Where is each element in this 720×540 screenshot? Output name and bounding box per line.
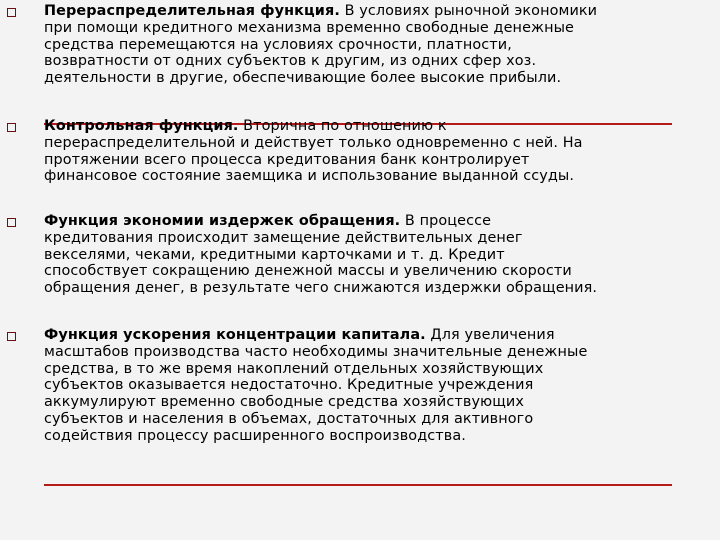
list-item-title: Функция экономии издержек обращения. xyxy=(44,213,401,229)
square-bullet-icon xyxy=(7,332,16,341)
list-item-body: В процессе кредитования происходит замещение действительных денег векселями, чеками, кредитными карточками и т. д. Кредит способствует сокращению денежной массы и увеличению скорости обращения денег, в результате чего снижаются издержки обращения. xyxy=(44,213,598,297)
square-bullet-icon xyxy=(7,8,16,17)
list-item-title: Контрольная функция. xyxy=(44,118,239,134)
list-item-text xyxy=(44,327,604,445)
list-item-title: Функция ускорения концентрации капитала. xyxy=(44,327,426,343)
square-bullet-icon xyxy=(7,123,16,132)
list-item xyxy=(44,3,604,87)
square-bullet-icon xyxy=(7,218,16,227)
list-item xyxy=(44,118,604,185)
list-item-text xyxy=(44,118,604,185)
list-item xyxy=(44,327,604,445)
list-item xyxy=(44,213,604,297)
list-item-body: Вторична по отношению к перераспределительной и действует только одновременно с ней. На протяжении всего процесса кредитования банк контролирует финансовое состояние заемщика и использование выданной ссуды. xyxy=(44,118,583,185)
list-item-body: В условиях рыночной экономики при помощи кредитного механизма временно свободные денежные средства перемещаются на условиях срочности, платности, возвратности от одних субъектов к другим, из одних сфер хоз. деятельности в другие, обеспечивающие более высокие прибыли. xyxy=(44,3,598,87)
list-item-text xyxy=(44,213,604,297)
list-item-body: Для увеличения масштабов производства часто необходимы значительные денежные средства, в то же время накоплений отдельных хозяйствующих субъектов оказывается недостаточно. Кредитные учреждения аккумулируют временно свободные средства хозяйствующих субъектов и населения в объемах, достаточных для активного содействия процессу расширенного воспроизводства. xyxy=(44,327,588,444)
list-item-text xyxy=(44,3,604,87)
decorative-rule-bottom xyxy=(44,484,672,486)
list-item-title: Перераспределительная функция. xyxy=(44,3,340,19)
